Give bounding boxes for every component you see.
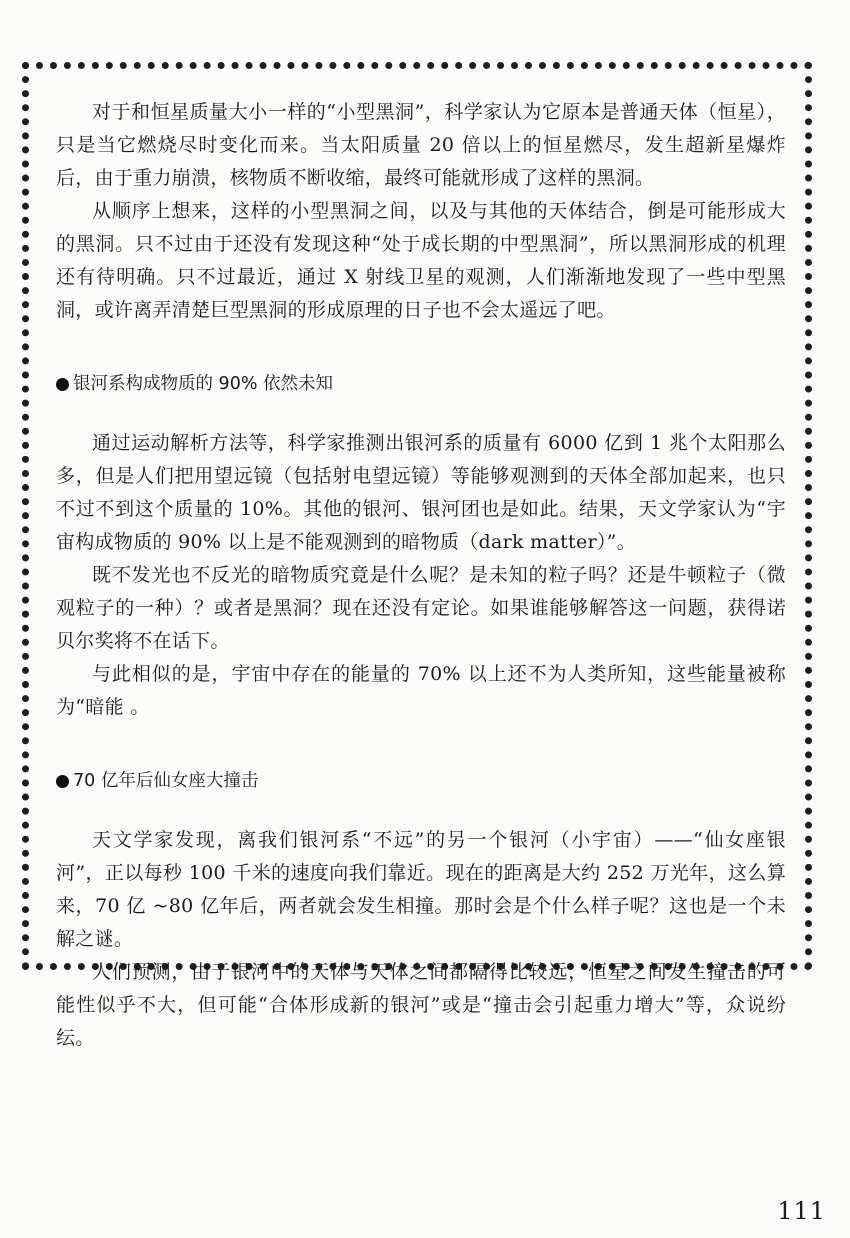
section-andromeda (56, 765, 786, 1055)
page-content (56, 96, 786, 1055)
paragraph: 天文学家发现，离我们银河系“不远”的另一个银河（小宇宙）——“仙女座银河”，正以每秒 100 千米的速度向我们靠近。现在的距离是大约 252 万光年，这么算来，70 亿 ~80 亿年后，两者就会发生相撞。那时会是个什么样子呢？这也是一个未解之谜。 (56, 829, 786, 950)
paragraph: 人们预测，由于银河中的天体与天体之间都隔得比较远，恒星之间发生撞击的可能性似乎不大，但可能“合体形成新的银河”或是“撞击会引起重力增大”等，众说纷纭。 (56, 961, 786, 1049)
paragraph: 对于和恒星质量大小一样的“小型黑洞”，科学家认为它原本是普通天体（恒星），只是当它燃烧尽时变化而来。当太阳质量 20 倍以上的恒星燃尽，发生超新星爆炸后，由于重力崩溃，核物质不断收缩，最终可能就形成了这样的黑洞。 (56, 101, 786, 189)
paragraph: 通过运动解析方法等，科学家推测出银河系的质量有 6000 亿到 1 兆个太阳那么多，但是人们把用望远镜（包括射电望远镜）等能够观测到的天体全部加起来，也只不过不到这个质量的 10%。其他的银河、银河团也是如此。结果，天文学家认为“宇宙构成物质的 90% 以上是不能观测到的暗物质（dark matter）”。 (56, 432, 786, 553)
heading-text: 银河系构成物质的 90% 依然未知 (73, 374, 334, 394)
bullet-icon (56, 378, 69, 391)
paragraph: 从顺序上想来，这样的小型黑洞之间，以及与其他的天体结合，倒是可能形成大的黑洞。只不过由于还没有发现这种“处于成长期的中型黑洞”，所以黑洞形成的机理还有待明确。只不过最近，通过 X 射线卫星的观测，人们渐渐地发现了一些中型黑洞，或许离弄清楚巨型黑洞的形成原理的日子也不会太遥远了吧。 (56, 200, 786, 321)
section-heading (56, 368, 786, 401)
page-number: 111 (777, 1197, 826, 1225)
section-dark-matter (56, 368, 786, 724)
paragraph: 与此相似的是，宇宙中存在的能量的 70% 以上还不为人类所知，这些能量被称为“暗能 。 (56, 663, 786, 718)
section-black-holes (56, 96, 786, 327)
heading-text: 70 亿年后仙女座大撞击 (73, 771, 259, 791)
bullet-icon (56, 775, 69, 788)
paragraph: 既不发光也不反光的暗物质究竟是什么呢？是未知的粒子吗？还是牛顿粒子（微观粒子的一种）？或者是黑洞？现在还没有定论。如果谁能够解答这一问题，获得诺贝尔奖将不在话下。 (56, 564, 786, 652)
section-heading (56, 765, 786, 798)
